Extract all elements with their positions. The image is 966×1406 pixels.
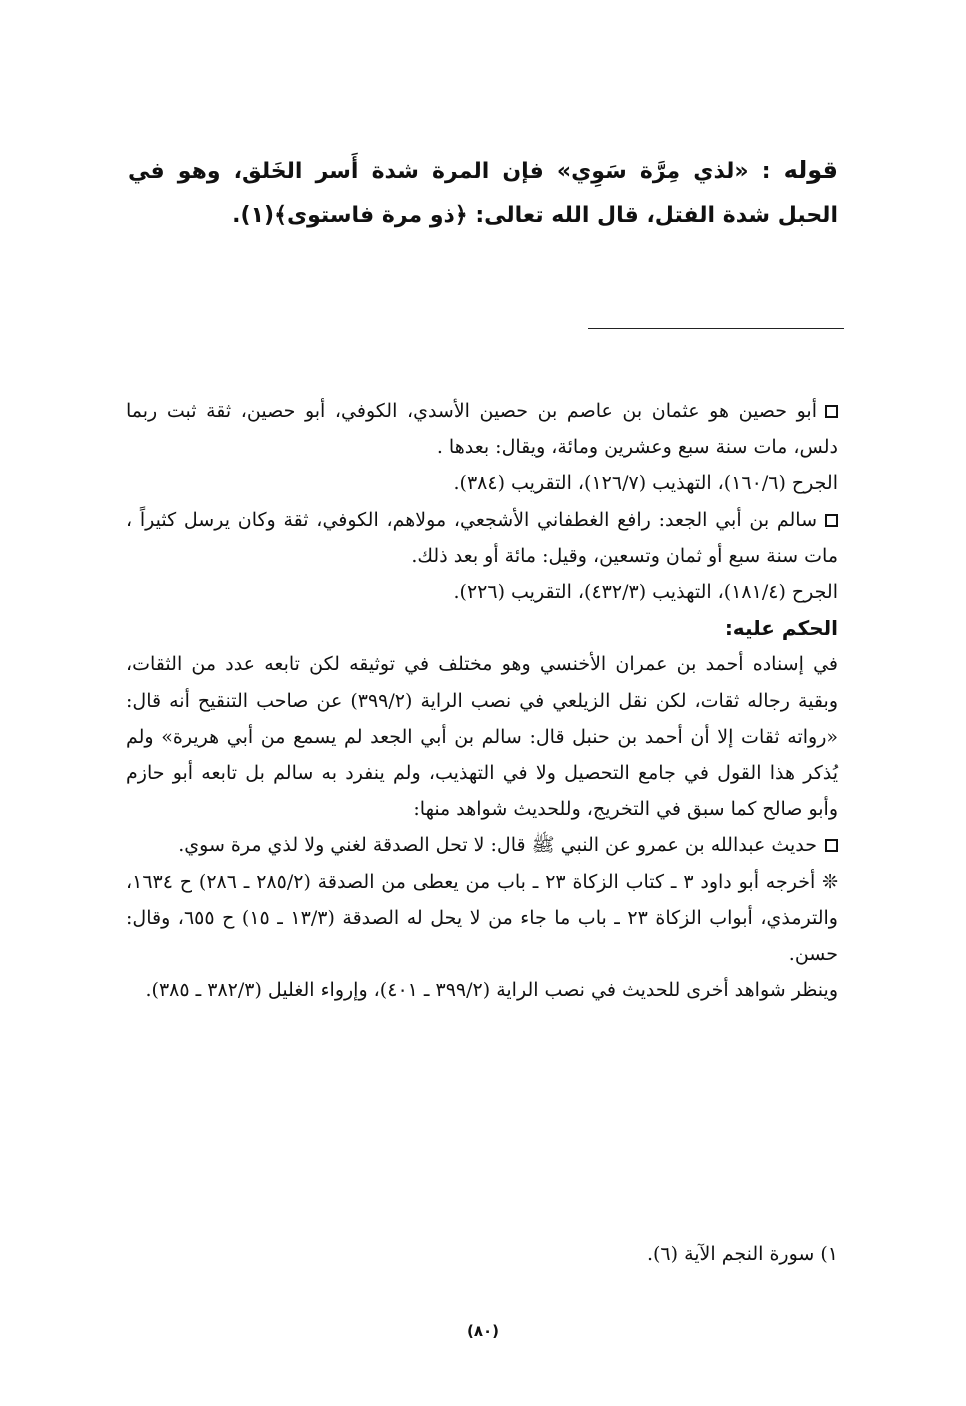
- ruling-text: في إسناده أحمد بن عمران الأخنسي وهو مختلف في توثيقه لكن تابعه عدد من الثقات، وبقية رجاله ثقات، لكن نقل الزيلعي في نصب الراية (٣٩٩/٢) عن صاحب التنقيح أنه قال: «رواته ثقات إلا أن أحمد بن حنبل قال: سالم بن أبي الجعد لم يسمع من أبي هريرة» ولم يُذكر هذا القول في جامع التحصيل ولا في التهذيب، ولم ينفرد به سالم بل تابعه أبو حازم وأبو صالح كما سبق في التخريج، وللحديث شواهد منها:: [126, 653, 839, 821]
- narrator-1-bio: أبو حصين هو عثمان بن عاصم بن حصين الأسدي، الكوفي، أبو حصين، ثقة ثبت ربما دلس، مات سنة سبع وعشرين ومائة، ويقال: بعدها .: [126, 400, 838, 459]
- ruling-heading: الحكم عليه:: [724, 616, 838, 641]
- hadith-text: حديث عبدالله بن عمرو عن النبي ﷺ قال: لا تحل الصدقة لغني ولا لذي مرة سوي.: [126, 827, 838, 863]
- intro-paragraph: [128, 148, 838, 238]
- intro-text: : «لذي مِرَّة سَوِي» فإن المرة شدة أَسر الخَلق، وهو في الحبل شدة الفتل، قال الله تعالى: ﴿ذو مرة فاستوى﴾(١).: [128, 159, 838, 228]
- hadith-see-also: وينظر شواهد أخرى للحديث في نصب الراية (٣٩٩/٢ ـ ٤٠١)، وإرواء الغليل (٣٨٢/٣ ـ ٣٨٥).: [145, 979, 838, 1002]
- lead-word: قوله: [783, 156, 838, 184]
- square-bullet-icon: [825, 839, 838, 852]
- footnote: ١) سورة النجم الآية (٦).: [646, 1243, 838, 1265]
- page-number: (٨٠): [466, 1322, 500, 1340]
- square-bullet-icon: [825, 514, 838, 527]
- footnote-divider: [588, 328, 844, 329]
- narrator-2-refs: الجرح (١٨١/٤)، التهذيب (٤٣٢/٣)، التقريب (٢٢٦).: [453, 581, 838, 604]
- hadith-takhrij: ❊ أخرجه أبو داود ٣ ـ كتاب الزكاة ٢٣ ـ باب من يعطى من الصدقة (٢٨٥/٢ ـ ٢٨٦) ح ١٦٣٤، والترمذي، أبواب الزكاة ٢٣ ـ باب ما جاء من لا يحل له الصدقة (١٣/٣ ـ ١٥) ح ٦٥٥، وقال: حسن.: [126, 870, 839, 966]
- narrator-2-bio: سالم بن أبي الجعد: رافع الغطفاني الأشجعي، مولاهم، الكوفي، ثقة وكان يرسل كثيراً ، مات سنة سبع أو ثمان وتسعين، وقيل: مائة أو بعد ذلك.: [126, 508, 838, 567]
- square-bullet-icon: [825, 405, 838, 418]
- commentary-section: [126, 393, 838, 1008]
- narrator-1-refs: الجرح (١٦٠/٦)، التهذيب (١٢٦/٧)، التقريب (٣٨٤).: [453, 472, 838, 495]
